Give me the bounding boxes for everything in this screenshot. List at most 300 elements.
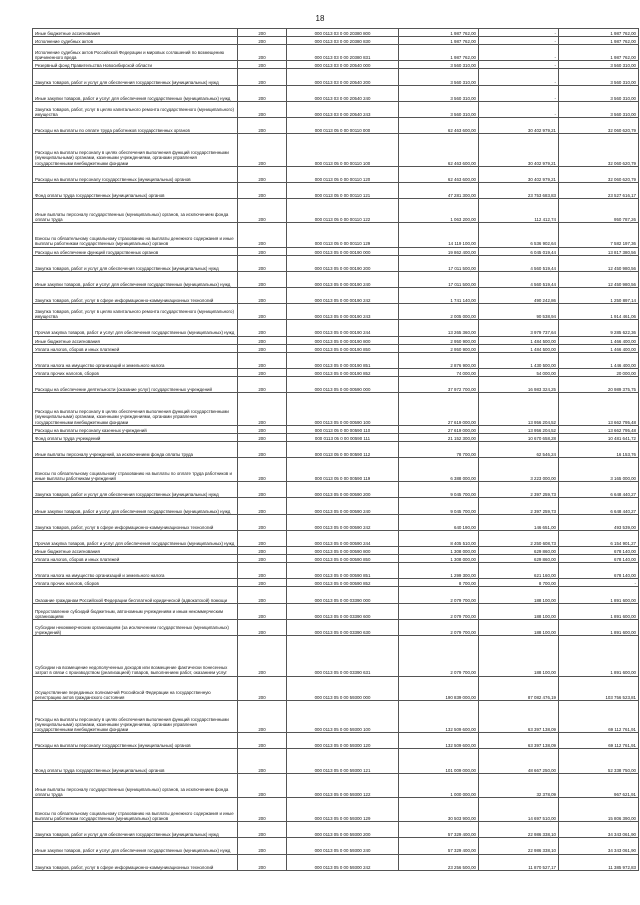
row-name-cell: Оказание гражданам Российской Федерации бесплатной юридической (адвокатской) помощи [33,587,238,603]
row-code-cell: 200 [238,700,287,732]
row-name-cell: Уплата налогов, сборов и иных платежей [33,344,238,352]
row-remainder-cell: 1 250 897,14 [559,288,639,304]
row-code-cell: 200 [238,166,287,182]
table-row [33,822,639,838]
row-name-cell: Взносы по обязательному социальному страхованию на выплаты денежного содержания и иные выплаты работникам государственных (муниципальных) органов [33,797,238,821]
table-row [33,619,639,635]
table-row [33,182,639,198]
row-name-cell: Расходы на выплаты персоналу государственных (муниципальных) органов [33,733,238,749]
row-plan-cell: 1 987 762,00 [399,29,479,37]
table-row [33,555,639,563]
row-code-cell: 200 [238,530,287,546]
row-code-cell: 200 [238,425,287,433]
row-kbk-cell: 000 0113 05 0 00 59300 000 [287,676,399,700]
row-plan-cell: 190 839 000,00 [399,676,479,700]
row-name-cell: Резервный фонд Правительства Новосибирской области [33,61,238,69]
row-plan-cell: 27 619 000,00 [399,425,479,433]
row-kbk-cell: 000 0113 05 0 00 03390 600 [287,603,399,619]
row-plan-cell: 1 000 000,00 [399,773,479,797]
row-executed-cell: 90 538,94 [479,304,559,320]
row-name-cell: Расходы на выплаты персоналу казенных учреждений [33,425,238,433]
row-code-cell: 200 [238,822,287,838]
table-row [33,457,639,481]
row-name-cell: Иные закупки товаров, работ и услуг для обеспечения государственных (муниципальных) нужд [33,838,238,854]
row-kbk-cell: 000 0113 05 0 00 03390 631 [287,636,399,676]
row-remainder-cell: 1 987 762,00 [559,37,639,45]
row-code-cell: 200 [238,223,287,247]
row-remainder-cell: 20 989 375,75 [559,377,639,393]
row-code-cell: 200 [238,498,287,514]
table-row [33,603,639,619]
row-plan-cell: 30 503 900,00 [399,797,479,821]
row-plan-cell: 62 463 600,00 [399,134,479,166]
row-plan-cell: 1 741 140,00 [399,288,479,304]
row-executed-cell: 11 870 527,17 [479,854,559,870]
row-kbk-cell: 000 0113 05 0 00 00110 120 [287,166,399,182]
row-executed-cell: 62 546,24 [479,441,559,457]
row-executed-cell: 13 956 204,52 [479,393,559,425]
row-name-cell: Прочая закупка товаров, работ и услуг для обеспечения государственных (муниципальных) нужд [33,320,238,336]
row-kbk-cell: 000 0113 05 0 00 59300 122 [287,773,399,797]
row-remainder-cell: 950 787,26 [559,198,639,222]
row-plan-cell: 47 281 300,00 [399,182,479,198]
row-code-cell: 200 [238,838,287,854]
row-remainder-cell: 1 987 762,00 [559,29,639,37]
row-plan-cell: 2 876 900,00 [399,352,479,368]
row-plan-cell: 21 152 300,00 [399,433,479,441]
row-remainder-cell: 13 817 380,56 [559,247,639,255]
row-name-cell: Закупка товаров, работ, услуг в целях капитального ремонта государственного (муниципального) имущества [33,304,238,320]
table-row [33,45,639,61]
row-plan-cell: 8 405 510,00 [399,530,479,546]
row-code-cell: 200 [238,45,287,61]
row-remainder-cell: 16 153,76 [559,441,639,457]
table-row [33,352,639,368]
table-row [33,29,639,37]
row-remainder-cell: 32 060 620,79 [559,166,639,182]
row-name-cell: Расходы на выплаты персоналу в целях обеспечения выполнения функций государственными (муниципальными) органами, казенными учреждениями, органами управления государственными внебюджетными фондами [33,134,238,166]
row-remainder-cell: 1 891 600,00 [559,636,639,676]
row-name-cell: Уплата прочих налогов, сборов [33,368,238,376]
row-code-cell: 200 [238,587,287,603]
budget-execution-table [32,28,639,871]
row-executed-cell: 188 100,00 [479,636,559,676]
row-executed-cell: - [479,29,559,37]
row-code-cell: 200 [238,377,287,393]
row-remainder-cell: 3 560 310,00 [559,61,639,69]
row-kbk-cell: 000 0113 05 0 00 00590 100 [287,393,399,425]
row-remainder-cell: 6 648 440,27 [559,482,639,498]
table-row [33,393,639,425]
row-executed-cell: 54 000,00 [479,368,559,376]
row-kbk-cell: 000 0113 05 0 00 59300 100 [287,700,399,732]
table-row [33,344,639,352]
row-kbk-cell: 000 0113 05 0 00 00590 200 [287,482,399,498]
row-executed-cell: - [479,69,559,85]
row-code-cell: 200 [238,85,287,101]
row-plan-cell: 3 560 310,00 [399,101,479,117]
row-plan-cell: 132 509 600,00 [399,733,479,749]
row-remainder-cell: 11 385 972,83 [559,854,639,870]
row-plan-cell: 1 063 200,00 [399,198,479,222]
row-remainder-cell: 1 891 600,00 [559,603,639,619]
row-code-cell: 200 [238,603,287,619]
row-kbk-cell: 000 0113 05 0 00 00190 243 [287,304,399,320]
row-kbk-cell: 000 0113 05 0 00 00190 244 [287,320,399,336]
row-executed-cell: 22 986 338,10 [479,838,559,854]
row-plan-cell: 2 005 000,00 [399,304,479,320]
table-row [33,69,639,85]
row-executed-cell: 629 860,00 [479,547,559,555]
row-plan-cell: 17 011 500,00 [399,271,479,287]
row-name-cell: Взносы по обязательному социальному страхованию на выплаты денежного содержания и иные выплаты работникам государственных (муниципальных) органов [33,223,238,247]
row-executed-cell: 10 670 658,28 [479,433,559,441]
row-remainder-cell: 1 446 400,00 [559,352,639,368]
row-name-cell: Иные закупки товаров, работ и услуг для обеспечения государственных (муниципальных) нужд [33,498,238,514]
row-kbk-cell: 000 0113 05 0 00 00110 122 [287,198,399,222]
row-kbk-cell: 000 0113 05 0 00 00590 244 [287,530,399,546]
row-executed-cell: - [479,85,559,101]
row-remainder-cell: 15 806 390,00 [559,797,639,821]
row-remainder-cell: 1 466 400,00 [559,336,639,344]
row-remainder-cell: 1 987 762,00 [559,45,639,61]
row-executed-cell: 23 753 683,83 [479,182,559,198]
row-plan-cell: 8 700,00 [399,579,479,587]
row-remainder-cell: 34 343 061,90 [559,838,639,854]
row-executed-cell: 48 667 250,00 [479,749,559,773]
row-kbk-cell: 000 0113 05 0 00 00190 852 [287,368,399,376]
row-plan-cell: 6 388 000,00 [399,457,479,481]
row-executed-cell: 6 045 019,44 [479,247,559,255]
row-plan-cell: 3 560 310,00 [399,69,479,85]
row-kbk-cell: 000 0113 05 0 00 59300 242 [287,854,399,870]
row-executed-cell: 112 412,74 [479,198,559,222]
row-executed-cell: 4 560 519,44 [479,255,559,271]
row-name-cell: Фонд оплаты труда государственных (муниципальных) органов [33,749,238,773]
row-executed-cell: 6 536 902,64 [479,223,559,247]
row-executed-cell: 188 100,00 [479,587,559,603]
row-plan-cell: 1 987 762,00 [399,37,479,45]
row-name-cell: Иные бюджетные ассигнования [33,29,238,37]
row-code-cell: 200 [238,134,287,166]
row-kbk-cell: 000 0113 05 0 00 00190 000 [287,247,399,255]
row-remainder-cell: 1 891 600,00 [559,587,639,603]
row-name-cell: Закупка товаров, работ, услуг в сфере информационно-коммуникационных технологий [33,288,238,304]
row-code-cell: 200 [238,619,287,635]
row-executed-cell: - [479,37,559,45]
row-name-cell: Расходы на выплаты персоналу в целях обеспечения выполнения функций государственными (муниципальными) органами, казенными учреждениями, органами управления государственными внебюджетными фондами [33,393,238,425]
table-row [33,425,639,433]
row-name-cell: Закупка товаров, работ и услуг для обеспечения государственных (муниципальных) нужд [33,482,238,498]
row-kbk-cell: 000 0113 05 0 00 00190 200 [287,255,399,271]
row-remainder-cell: 32 060 620,79 [559,118,639,134]
row-remainder-cell: 678 140,00 [559,547,639,555]
row-plan-cell: 2 079 700,00 [399,603,479,619]
row-code-cell: 200 [238,37,287,45]
row-code-cell: 200 [238,255,287,271]
row-plan-cell: 74 000,00 [399,368,479,376]
row-kbk-cell: 000 0113 05 0 00 00590 110 [287,425,399,433]
row-executed-cell: 30 402 979,21 [479,134,559,166]
row-kbk-cell: 000 0113 05 0 00 03390 000 [287,587,399,603]
row-plan-cell: 62 463 600,00 [399,166,479,182]
row-plan-cell: 23 256 500,00 [399,854,479,870]
row-remainder-cell: 103 756 523,81 [559,676,639,700]
row-plan-cell: 1 299 300,00 [399,563,479,579]
row-remainder-cell: 9 285 622,36 [559,320,639,336]
row-plan-cell: 57 329 400,00 [399,822,479,838]
table-row [33,85,639,101]
row-kbk-cell: 000 0113 05 0 00 00590 000 [287,377,399,393]
row-plan-cell: 101 009 000,00 [399,749,479,773]
row-name-cell: Исполнение судебных актов Российской Федерации и мировых соглашений по возмещению причиненного вреда [33,45,238,61]
row-code-cell: 200 [238,101,287,117]
row-plan-cell: 19 862 400,00 [399,247,479,255]
row-plan-cell: 78 700,00 [399,441,479,457]
row-remainder-cell: 493 539,00 [559,514,639,530]
row-remainder-cell: 34 343 061,90 [559,822,639,838]
row-kbk-cell: 000 0113 05 0 00 59300 121 [287,749,399,773]
row-code-cell: 200 [238,797,287,821]
row-name-cell: Расходы на выплаты по оплате труда работников государственных органов [33,118,238,134]
table-row [33,336,639,344]
table-row [33,700,639,732]
row-name-cell: Закупка товаров, работ, услуг в сфере информационно-коммуникационных технологий [33,514,238,530]
row-executed-cell: 1 484 500,00 [479,344,559,352]
row-code-cell: 200 [238,344,287,352]
table-row [33,797,639,821]
row-code-cell: 200 [238,29,287,37]
table-row [33,838,639,854]
row-kbk-cell: 000 0113 05 0 00 59300 129 [287,797,399,821]
row-code-cell: 200 [238,457,287,481]
row-plan-cell: 3 560 310,00 [399,61,479,69]
row-executed-cell: 30 402 979,21 [479,166,559,182]
row-plan-cell: 62 463 600,00 [399,118,479,134]
row-name-cell: Иные выплаты персоналу учреждений, за исключением фонда оплаты труда [33,441,238,457]
row-executed-cell: 4 560 519,44 [479,271,559,287]
row-name-cell: Уплата налога на имущество организаций и земельного налога [33,352,238,368]
table-row [33,247,639,255]
row-code-cell: 200 [238,547,287,555]
row-name-cell: Расходы на выплаты персоналу государственных (муниципальных) органов [33,166,238,182]
row-kbk-cell: 000 0113 03 0 00 20540 240 [287,85,399,101]
row-code-cell: 200 [238,773,287,797]
row-plan-cell: 2 079 700,00 [399,636,479,676]
table-row [33,255,639,271]
row-remainder-cell: 52 338 750,00 [559,749,639,773]
row-plan-cell: 2 079 700,00 [399,619,479,635]
row-code-cell: 200 [238,368,287,376]
row-remainder-cell: 12 450 980,56 [559,255,639,271]
row-kbk-cell: 000 0113 05 0 00 00590 242 [287,514,399,530]
row-kbk-cell: 000 0113 05 0 00 00190 240 [287,271,399,287]
row-kbk-cell: 000 0113 05 0 00 00590 240 [287,498,399,514]
row-remainder-cell: 13 662 795,48 [559,425,639,433]
row-plan-cell: 2 079 700,00 [399,587,479,603]
row-name-cell: Прочая закупка товаров, работ и услуг для обеспечения государственных (муниципальных) нужд [33,530,238,546]
row-kbk-cell: 000 0113 05 0 00 03390 630 [287,619,399,635]
row-kbk-cell: 000 0113 05 0 00 00190 850 [287,344,399,352]
row-executed-cell: 1 430 500,00 [479,352,559,368]
row-name-cell: Иные выплаты персоналу государственных (муниципальных) органов, за исключением фонда оплаты труда [33,773,238,797]
row-remainder-cell: 3 560 310,00 [559,85,639,101]
table-row [33,441,639,457]
row-name-cell: Закупка товаров, работ, услуг в сфере информационно-коммуникационных технологий [33,854,238,870]
row-code-cell: 200 [238,352,287,368]
row-executed-cell: 2 397 259,73 [479,498,559,514]
row-remainder-cell: - [559,579,639,587]
budget-table-body [33,29,639,871]
table-row [33,101,639,117]
row-executed-cell: 490 242,86 [479,288,559,304]
row-remainder-cell: 13 662 795,48 [559,393,639,425]
table-row [33,377,639,393]
row-executed-cell: 621 160,00 [479,563,559,579]
table-row [33,118,639,134]
row-code-cell: 200 [238,288,287,304]
row-code-cell: 200 [238,61,287,69]
table-row [33,433,639,441]
row-kbk-cell: 000 0113 05 0 00 00590 119 [287,457,399,481]
table-row [33,37,639,45]
row-name-cell: Закупка товаров, работ и услуг для обеспечения государственных (муниципальных) нужд [33,69,238,85]
table-row [33,514,639,530]
row-remainder-cell: 678 140,00 [559,563,639,579]
row-kbk-cell: 000 0113 05 0 00 00190 800 [287,336,399,344]
row-name-cell: Иные закупки товаров, работ и услуг для обеспечения государственных (муниципальных) нужд [33,85,238,101]
row-kbk-cell: 000 0113 05 0 00 00590 111 [287,433,399,441]
row-plan-cell: 9 045 700,00 [399,482,479,498]
row-kbk-cell: 000 0113 05 0 00 00110 000 [287,118,399,134]
row-executed-cell: 3 979 737,64 [479,320,559,336]
row-name-cell: Иные закупки товаров, работ и услуг для обеспечения государственных (муниципальных) нужд [33,271,238,287]
row-plan-cell: 640 190,00 [399,514,479,530]
row-executed-cell: 146 651,00 [479,514,559,530]
table-row [33,636,639,676]
row-executed-cell: 87 082 476,19 [479,676,559,700]
row-kbk-cell: 000 0113 03 0 00 20380 800 [287,29,399,37]
row-executed-cell: 8 700,00 [479,579,559,587]
row-kbk-cell: 000 0113 03 0 00 20380 830 [287,37,399,45]
table-row [33,676,639,700]
row-code-cell: 200 [238,271,287,287]
row-kbk-cell: 000 0113 05 0 00 59300 240 [287,838,399,854]
row-remainder-cell: 10 481 641,72 [559,433,639,441]
row-code-cell: 200 [238,555,287,563]
row-code-cell: 200 [238,733,287,749]
row-executed-cell: 188 100,00 [479,603,559,619]
table-row [33,587,639,603]
row-code-cell: 200 [238,579,287,587]
table-row [33,733,639,749]
row-remainder-cell: 20 000,00 [559,368,639,376]
table-row [33,547,639,555]
row-name-cell: Уплата прочих налогов, сборов [33,579,238,587]
row-executed-cell: - [479,61,559,69]
row-plan-cell: 2 950 900,00 [399,344,479,352]
row-remainder-cell: 69 112 761,91 [559,733,639,749]
row-name-cell: Предоставление субсидий бюджетным, автономным учреждениям и иным некоммерческим организациям [33,603,238,619]
row-name-cell: Расходы на обеспечение деятельности (оказание услуг) государственных учреждений [33,377,238,393]
row-plan-cell: 1 987 762,00 [399,45,479,61]
table-row [33,288,639,304]
row-remainder-cell: 3 165 000,00 [559,457,639,481]
row-name-cell: Субсидии некоммерческим организациям (за исключением государственных (муниципальных) учреждений) [33,619,238,635]
table-row [33,368,639,376]
row-kbk-cell: 000 0113 03 0 00 20540 200 [287,69,399,85]
row-executed-cell: 3 223 000,00 [479,457,559,481]
row-remainder-cell: 6 154 901,27 [559,530,639,546]
row-code-cell: 200 [238,182,287,198]
row-executed-cell: - [479,101,559,117]
row-code-cell: 200 [238,336,287,344]
row-plan-cell: 132 509 600,00 [399,700,479,732]
row-code-cell: 200 [238,514,287,530]
row-remainder-cell: 12 450 980,56 [559,271,639,287]
row-kbk-cell: 000 0113 05 0 00 00590 800 [287,547,399,555]
table-row [33,773,639,797]
row-name-cell: Закупка товаров, работ и услуг для обеспечения государственных (муниципальных) нужд [33,822,238,838]
row-remainder-cell: 1 891 600,00 [559,619,639,635]
row-plan-cell: 9 045 700,00 [399,498,479,514]
row-code-cell: 200 [238,393,287,425]
row-kbk-cell: 000 0113 05 0 00 59300 200 [287,822,399,838]
row-plan-cell: 17 011 500,00 [399,255,479,271]
row-kbk-cell: 000 0113 05 0 00 00590 852 [287,579,399,587]
row-remainder-cell: 6 648 440,27 [559,498,639,514]
row-name-cell: Иные бюджетные ассигнования [33,336,238,344]
row-kbk-cell: 000 0113 03 0 00 20540 000 [287,61,399,69]
row-plan-cell: 1 308 000,00 [399,555,479,563]
row-executed-cell: 22 986 338,10 [479,822,559,838]
row-remainder-cell: 1 466 400,00 [559,344,639,352]
row-plan-cell: 14 119 100,00 [399,223,479,247]
row-name-cell: Закупка товаров, работ и услуг для обеспечения государственных (муниципальных) нужд [33,255,238,271]
row-remainder-cell: 23 527 616,17 [559,182,639,198]
row-code-cell: 200 [238,482,287,498]
row-kbk-cell: 000 0113 05 0 00 00590 112 [287,441,399,457]
row-code-cell: 200 [238,563,287,579]
table-row [33,304,639,320]
row-executed-cell: 14 697 510,00 [479,797,559,821]
row-plan-cell: 27 619 000,00 [399,393,479,425]
row-name-cell: Фонд оплаты труда учреждений [33,433,238,441]
row-code-cell: 200 [238,433,287,441]
page-number: 18 [315,14,325,23]
row-executed-cell: 629 860,00 [479,555,559,563]
row-code-cell: 200 [238,749,287,773]
table-row [33,530,639,546]
row-name-cell: Фонд оплаты труда государственных (муниципальных) органов [33,182,238,198]
row-plan-cell: 57 329 400,00 [399,838,479,854]
table-row [33,198,639,222]
row-code-cell: 200 [238,441,287,457]
row-executed-cell: 30 402 979,21 [479,118,559,134]
row-executed-cell: 63 397 138,09 [479,700,559,732]
row-executed-cell: 2 397 259,73 [479,482,559,498]
row-plan-cell: 37 972 700,00 [399,377,479,393]
row-kbk-cell: 000 0113 05 0 00 00110 129 [287,223,399,247]
row-remainder-cell: 3 560 310,00 [559,69,639,85]
row-name-cell: Иные бюджетные ассигнования [33,547,238,555]
row-code-cell: 200 [238,676,287,700]
row-name-cell: Закупка товаров, работ, услуг в целях капитального ремонта государственного (муниципального) имущества [33,101,238,117]
table-row [33,498,639,514]
row-code-cell: 200 [238,69,287,85]
table-row [33,223,639,247]
row-executed-cell: 16 983 324,25 [479,377,559,393]
